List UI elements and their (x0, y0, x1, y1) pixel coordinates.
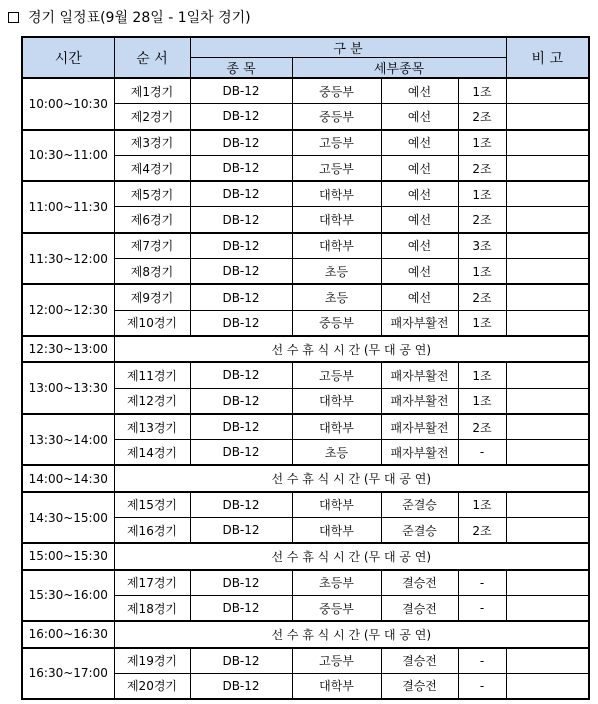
note-cell (506, 440, 589, 466)
division-cell: 중등부 (292, 595, 381, 621)
break-label: 선 수 휴 식 시 간 (무 대 공 연) (114, 621, 589, 647)
event-cell: DB-12 (190, 362, 292, 388)
table-row (22, 362, 589, 388)
time-slot: 10:30~11:00 (22, 130, 114, 182)
event-cell: DB-12 (190, 181, 292, 207)
round-cell: 패자부활전 (381, 388, 458, 414)
table-row (22, 78, 589, 104)
group-cell: 1조 (458, 78, 506, 104)
division-cell: 대학부 (292, 518, 381, 544)
time-slot: 10:00~10:30 (22, 78, 114, 130)
group-cell: 1조 (458, 388, 506, 414)
group-cell: 1조 (458, 310, 506, 336)
header-detail: 세부종목 (292, 58, 506, 79)
event-cell: DB-12 (190, 284, 292, 310)
game-number: 제16경기 (114, 518, 190, 544)
round-cell: 예선 (381, 284, 458, 310)
time-slot: 16:00~16:30 (22, 621, 114, 647)
round-cell: 결승전 (381, 673, 458, 699)
group-cell: 1조 (458, 259, 506, 285)
event-cell: DB-12 (190, 518, 292, 544)
time-slot: 15:00~15:30 (22, 543, 114, 569)
table-row (22, 233, 589, 259)
note-cell (506, 414, 589, 440)
document-title (8, 6, 251, 28)
table-row (22, 414, 589, 440)
event-cell: DB-12 (190, 414, 292, 440)
round-cell: 준결승 (381, 492, 458, 518)
division-cell: 대학부 (292, 492, 381, 518)
event-cell: DB-12 (190, 673, 292, 699)
division-cell: 중등부 (292, 78, 381, 104)
group-cell: 2조 (458, 155, 506, 181)
group-cell: - (458, 673, 506, 699)
round-cell: 결승전 (381, 570, 458, 596)
round-cell: 예선 (381, 233, 458, 259)
header-time: 시간 (22, 37, 114, 78)
group-cell: 1조 (458, 362, 506, 388)
note-cell (506, 259, 589, 285)
round-cell: 패자부활전 (381, 440, 458, 466)
division-cell: 고등부 (292, 155, 381, 181)
title-text: 경기 일정표(9월 28일 - 1일차 경기) (28, 10, 251, 26)
game-number: 제13경기 (114, 414, 190, 440)
note-cell (506, 104, 589, 130)
round-cell: 예선 (381, 78, 458, 104)
event-cell: DB-12 (190, 259, 292, 285)
note-cell (506, 570, 589, 596)
group-cell: 2조 (458, 284, 506, 310)
break-label: 선 수 휴 식 시 간 (무 대 공 연) (114, 336, 589, 362)
time-slot: 11:00~11:30 (22, 181, 114, 233)
break-label: 선 수 휴 식 시 간 (무 대 공 연) (114, 543, 589, 569)
note-cell (506, 207, 589, 233)
game-number: 제6경기 (114, 207, 190, 233)
game-number: 제7경기 (114, 233, 190, 259)
group-cell: 1조 (458, 181, 506, 207)
header-group: 구 분 (190, 37, 506, 58)
game-number: 제3경기 (114, 130, 190, 156)
note-cell (506, 362, 589, 388)
game-number: 제20경기 (114, 673, 190, 699)
round-cell: 예선 (381, 207, 458, 233)
game-number: 제1경기 (114, 78, 190, 104)
group-cell: 2조 (458, 104, 506, 130)
time-slot: 15:30~16:00 (22, 570, 114, 622)
table-row (22, 130, 589, 156)
break-row (22, 336, 589, 362)
time-slot: 16:30~17:00 (22, 648, 114, 700)
group-cell: - (458, 440, 506, 466)
group-cell: - (458, 570, 506, 596)
note-cell (506, 648, 589, 674)
group-cell: - (458, 648, 506, 674)
table-row (22, 648, 589, 674)
header-note: 비 고 (506, 37, 589, 78)
division-cell: 대학부 (292, 414, 381, 440)
time-slot: 14:00~14:30 (22, 465, 114, 491)
game-number: 제2경기 (114, 104, 190, 130)
note-cell (506, 310, 589, 336)
game-number: 제5경기 (114, 181, 190, 207)
time-slot: 12:00~12:30 (22, 284, 114, 336)
group-cell: 3조 (458, 233, 506, 259)
group-cell: 2조 (458, 518, 506, 544)
event-cell: DB-12 (190, 78, 292, 104)
game-number: 제4경기 (114, 155, 190, 181)
event-cell: DB-12 (190, 155, 292, 181)
time-slot: 12:30~13:00 (22, 336, 114, 362)
header-row (22, 37, 589, 58)
break-label: 선 수 휴 식 시 간 (무 대 공 연) (114, 465, 589, 491)
round-cell: 패자부활전 (381, 310, 458, 336)
division-cell: 초등 (292, 440, 381, 466)
time-slot: 13:30~14:00 (22, 414, 114, 466)
division-cell: 중등부 (292, 310, 381, 336)
event-cell: DB-12 (190, 492, 292, 518)
round-cell: 패자부활전 (381, 362, 458, 388)
note-cell (506, 518, 589, 544)
group-cell: 1조 (458, 130, 506, 156)
group-cell: 2조 (458, 207, 506, 233)
division-cell: 중등부 (292, 104, 381, 130)
division-cell: 초등부 (292, 570, 381, 596)
round-cell: 예선 (381, 155, 458, 181)
checkbox-square-icon (8, 12, 19, 23)
note-cell (506, 388, 589, 414)
event-cell: DB-12 (190, 233, 292, 259)
schedule-table (21, 36, 590, 700)
event-cell: DB-12 (190, 570, 292, 596)
round-cell: 예선 (381, 104, 458, 130)
round-cell: 예선 (381, 259, 458, 285)
note-cell (506, 155, 589, 181)
game-number: 제14경기 (114, 440, 190, 466)
note-cell (506, 595, 589, 621)
time-slot: 14:30~15:00 (22, 492, 114, 544)
table-row (22, 284, 589, 310)
event-cell: DB-12 (190, 104, 292, 130)
game-number: 제17경기 (114, 570, 190, 596)
break-row (22, 621, 589, 647)
event-cell: DB-12 (190, 388, 292, 414)
time-slot: 11:30~12:00 (22, 233, 114, 285)
event-cell: DB-12 (190, 207, 292, 233)
game-number: 제12경기 (114, 388, 190, 414)
note-cell (506, 181, 589, 207)
round-cell: 예선 (381, 181, 458, 207)
division-cell: 초등 (292, 259, 381, 285)
game-number: 제11경기 (114, 362, 190, 388)
group-cell: - (458, 595, 506, 621)
round-cell: 결승전 (381, 648, 458, 674)
game-number: 제8경기 (114, 259, 190, 285)
header-order: 순 서 (114, 37, 190, 78)
note-cell (506, 78, 589, 104)
round-cell: 준결승 (381, 518, 458, 544)
game-number: 제18경기 (114, 595, 190, 621)
division-cell: 고등부 (292, 362, 381, 388)
event-cell: DB-12 (190, 440, 292, 466)
division-cell: 고등부 (292, 648, 381, 674)
division-cell: 대학부 (292, 673, 381, 699)
note-cell (506, 673, 589, 699)
game-number: 제19경기 (114, 648, 190, 674)
table-row (22, 181, 589, 207)
game-number: 제10경기 (114, 310, 190, 336)
break-row (22, 465, 589, 491)
table-row (22, 492, 589, 518)
division-cell: 대학부 (292, 233, 381, 259)
division-cell: 고등부 (292, 130, 381, 156)
group-cell: 2조 (458, 414, 506, 440)
division-cell: 대학부 (292, 207, 381, 233)
event-cell: DB-12 (190, 595, 292, 621)
event-cell: DB-12 (190, 648, 292, 674)
table-row (22, 570, 589, 596)
division-cell: 대학부 (292, 388, 381, 414)
group-cell: 1조 (458, 492, 506, 518)
break-row (22, 543, 589, 569)
time-slot: 13:00~13:30 (22, 362, 114, 414)
division-cell: 대학부 (292, 181, 381, 207)
event-cell: DB-12 (190, 310, 292, 336)
game-number: 제15경기 (114, 492, 190, 518)
round-cell: 결승전 (381, 595, 458, 621)
round-cell: 패자부활전 (381, 414, 458, 440)
note-cell (506, 284, 589, 310)
note-cell (506, 130, 589, 156)
round-cell: 예선 (381, 130, 458, 156)
note-cell (506, 492, 589, 518)
note-cell (506, 233, 589, 259)
event-cell: DB-12 (190, 130, 292, 156)
game-number: 제9경기 (114, 284, 190, 310)
division-cell: 초등 (292, 284, 381, 310)
header-event: 종 목 (190, 58, 292, 79)
